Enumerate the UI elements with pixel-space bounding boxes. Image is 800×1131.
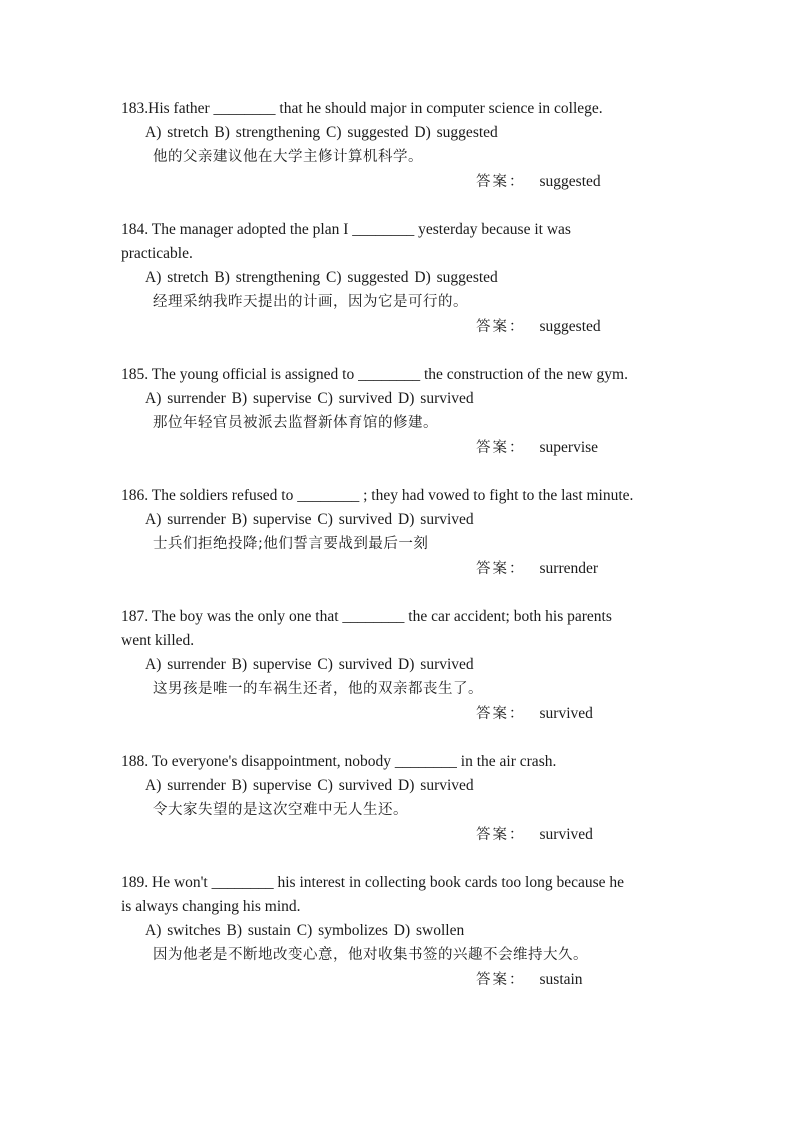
question-stem: 189. He won't ________ his interest in collecting book cards too long because he xyxy=(121,874,624,891)
answer-label: 答案： xyxy=(476,319,526,335)
question-options: A) surrender B) supervise C) survived D) survived xyxy=(145,656,474,673)
question-stem: 186. The soldiers refused to ________ ; they had vowed to fight to the last minute. xyxy=(121,487,634,504)
answer-label: 答案： xyxy=(476,706,526,722)
answer-label: 答案： xyxy=(476,972,526,988)
answer-line xyxy=(476,557,598,581)
question-translation: 他的父亲建议他在大学主修计算机科学。 xyxy=(153,149,423,165)
question-options: A) surrender B) supervise C) survived D) survived xyxy=(145,511,474,528)
question-options: A) surrender B) supervise C) survived D) survived xyxy=(145,390,474,407)
answer-label: 答案： xyxy=(476,561,526,577)
question-translation: 士兵们拒绝投降;他们誓言要战到最后一刻 xyxy=(153,536,429,552)
question-stem: 188. To everyone's disappointment, nobody ________ in the air crash. xyxy=(121,753,557,770)
answer-value: suggested xyxy=(539,173,601,190)
question-translation: 令大家失望的是这次空难中无人生还。 xyxy=(153,802,408,818)
answer-line xyxy=(476,170,601,194)
answer-line xyxy=(476,436,598,460)
question-stem: 187. The boy was the only one that ________ the car accident; both his parents xyxy=(121,608,612,625)
question-translation: 因为他老是不断地改变心意，他对收集书签的兴趣不会维持大久。 xyxy=(153,947,588,963)
question-stem: 183.His father ________ that he should major in computer science in college. xyxy=(121,100,603,117)
answer-label: 答案： xyxy=(476,174,526,190)
answer-value: suggested xyxy=(539,318,601,335)
answer-value: survived xyxy=(539,826,593,843)
question-translation: 这男孩是唯一的车祸生还者，他的双亲都丧生了。 xyxy=(153,681,483,697)
question-stem: 185. The young official is assigned to ________ the construction of the new gym. xyxy=(121,366,628,383)
question-translation: 经理采纳我昨天提出的计画，因为它是可行的。 xyxy=(153,294,468,310)
answer-label: 答案： xyxy=(476,440,526,456)
question-translation: 那位年轻官员被派去监督新体育馆的修建。 xyxy=(153,415,438,431)
question-options: A) stretch B) strengthening C) suggested D) suggested xyxy=(145,269,498,286)
answer-value: survived xyxy=(539,705,593,722)
answer-value: surrender xyxy=(539,560,599,577)
question-stem-continued: practicable. xyxy=(121,245,193,262)
question-stem-continued: went killed. xyxy=(121,632,195,649)
answer-line xyxy=(476,702,593,726)
answer-value: supervise xyxy=(539,439,599,456)
question-stem: 184. The manager adopted the plan I ________ yesterday because it was xyxy=(121,221,571,238)
answer-label: 答案： xyxy=(476,827,526,843)
question-options: A) stretch B) strengthening C) suggested D) suggested xyxy=(145,124,498,141)
answer-line xyxy=(476,823,593,847)
answer-value: sustain xyxy=(539,971,583,988)
answer-line xyxy=(476,968,583,992)
question-options: A) switches B) sustain C) symbolizes D) swollen xyxy=(145,922,465,939)
question-stem-continued: is always changing his mind. xyxy=(121,898,301,915)
answer-line xyxy=(476,315,601,339)
question-options: A) surrender B) supervise C) survived D) survived xyxy=(145,777,474,794)
